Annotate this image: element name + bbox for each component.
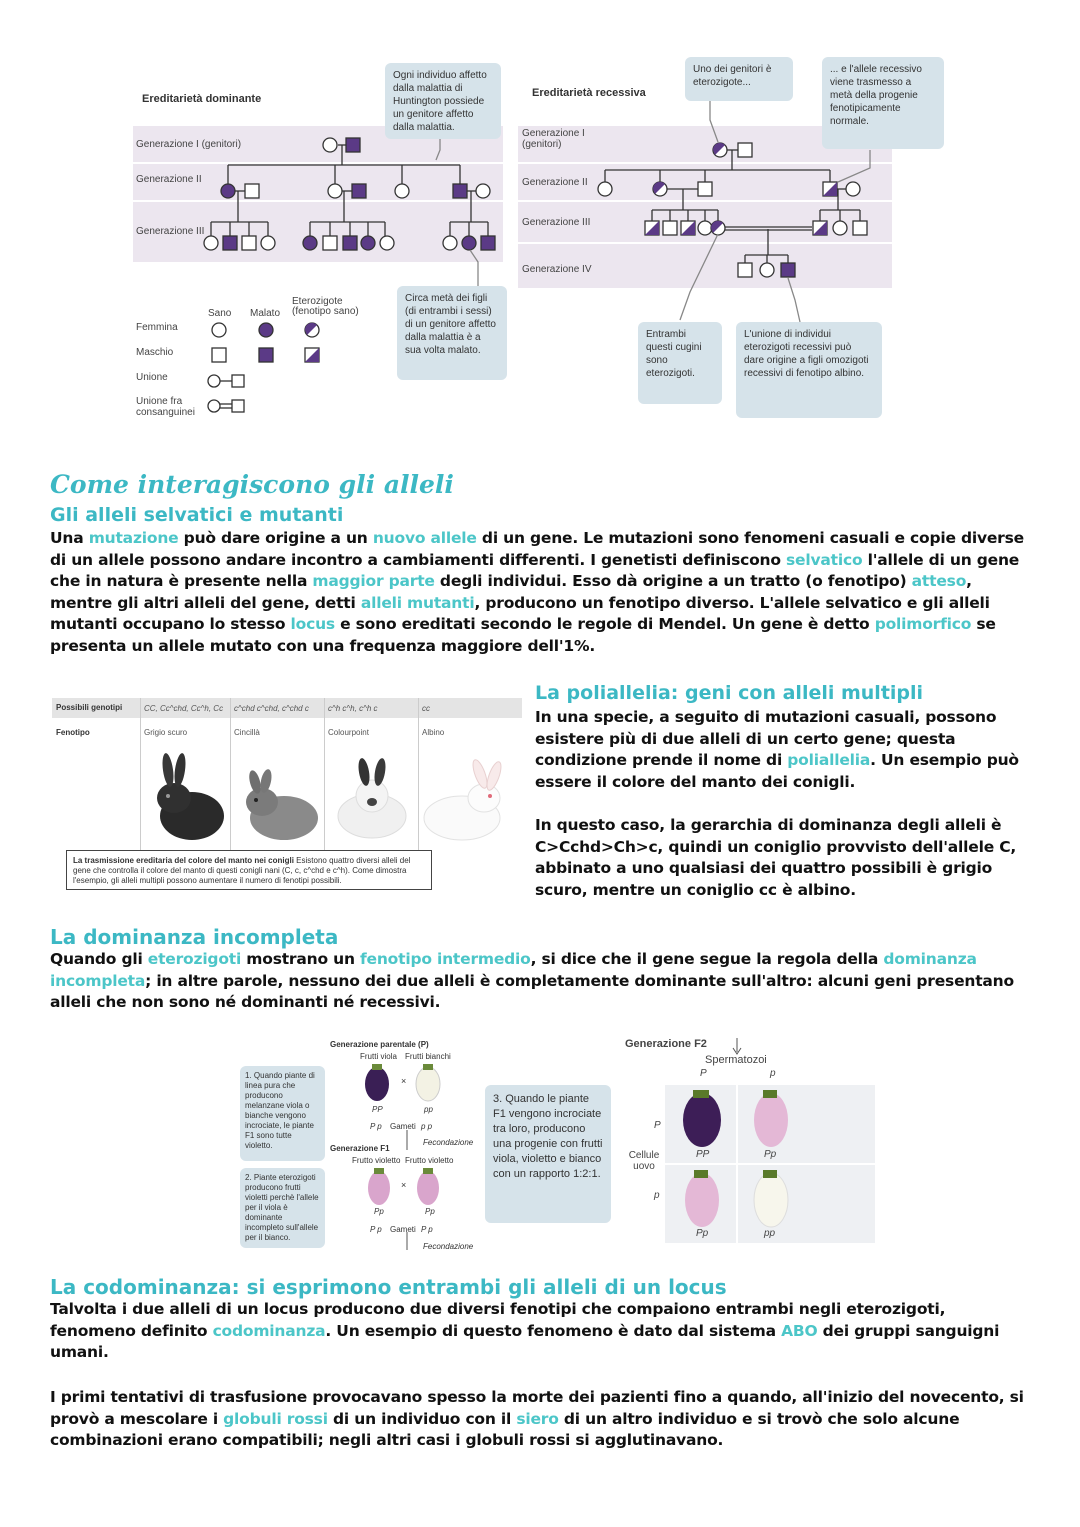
legend-femmina: Femmina bbox=[136, 322, 178, 333]
section4-title: La codominanza: si esprimono entrambi gli alleli di un locus bbox=[50, 1275, 727, 1299]
label-viola: Frutti viola bbox=[360, 1052, 397, 1061]
gen-parental: Generazione parentale (P) bbox=[330, 1040, 429, 1049]
section4-paragraph-1: Talvolta i due alleli di un locus producono due diversi fenotipi che compaiono entrambi negli eterozigoti, fenomeno definito codominanza. Un esempio di questo fenomeno è dato dal sistema ABO dei gruppi sanguigni umani. bbox=[50, 1300, 1000, 1362]
rec-gen4-label: Generazione IV bbox=[522, 264, 592, 275]
phenotype-3: Colourpoint bbox=[328, 728, 369, 737]
label-gameti: Gameti bbox=[390, 1122, 416, 1131]
callout-union: L'unione di individui eterozigoti recessivi può dare origine a figli omozigoti recessivi di fenotipo albino. bbox=[736, 322, 882, 418]
phenotype-4: Albino bbox=[422, 728, 445, 737]
label-pg1: P p bbox=[370, 1122, 382, 1131]
gen-f1: Generazione F1 bbox=[330, 1144, 390, 1153]
allele-left-P: P bbox=[654, 1120, 661, 1131]
genotype-2: c^chd c^chd, c^chd c bbox=[234, 704, 309, 713]
label-pp-parent: pp bbox=[424, 1105, 433, 1114]
section4-paragraph-2: I primi tentativi di trasfusione provocavano spesso la morte dei pazienti fino a quando, all'inizio del novecento, si provò a mescolare i globuli rossi di un individuo con il siero di un altro individuo e si trovò che solo alcune combinazioni erano compatibili; negli altri casi i globuli rossi si agglutinavano. bbox=[50, 1388, 1024, 1450]
legend-maschio: Maschio bbox=[136, 347, 174, 358]
genotype-4: cc bbox=[422, 704, 430, 713]
callout-half: Circa metà dei figli (di entrambi i sessi) di un genitore affetto dalla malattia è a sua volta malato. bbox=[397, 286, 507, 380]
label-pg3: Pp bbox=[374, 1207, 384, 1216]
rec-gen3-label: Generazione III bbox=[522, 217, 591, 228]
label-pg6: P p bbox=[421, 1225, 433, 1234]
genotype-PP: PP bbox=[696, 1149, 710, 1160]
label-PP-parent: PP bbox=[372, 1105, 383, 1114]
recessive-title: Ereditarietà recessiva bbox=[532, 87, 646, 99]
legend-eterozigote: Eterozigote (fenotipo sano) bbox=[292, 296, 359, 317]
rec-gen2-label: Generazione II bbox=[522, 177, 588, 188]
label-pg2: p p bbox=[421, 1122, 433, 1131]
rec-gen1-label: Generazione I (genitori) bbox=[522, 128, 585, 150]
callout-huntington: Ogni individuo affetto dalla malattia di Huntington possiede un genitore affetto dalla malattia. bbox=[385, 63, 501, 139]
section3-title: La dominanza incompleta bbox=[50, 925, 339, 949]
label-pg4: Pp bbox=[425, 1207, 435, 1216]
callout-cousins: Entrambi questi cugini sono eterozigoti. bbox=[638, 322, 722, 404]
callout-hetero: Uno dei genitori è eterozigote... bbox=[685, 57, 793, 101]
label-fecondazione-2: Fecondazione bbox=[423, 1242, 474, 1251]
section2-paragraph-2: In questo caso, la gerarchia di dominanza degli alleli è C>Cchd>Ch>c, quindi un coniglio provvisto dell'allele C, abbinato a uno qualsiasi dei quattro possibili è grigio scuro, mentre un coniglio cc è albino. bbox=[535, 816, 1017, 899]
gen1-label: Generazione I (genitori) bbox=[136, 139, 242, 150]
legend-unione-cons: Unione fra consanguinei bbox=[136, 396, 195, 418]
section2-paragraph-1: In una specie, a seguito di mutazioni casuali, possono esistere più di due alleli di un certo gene; questa condizione prende il nome di poliallelia. Un esempio può essere il colore del manto dei conigli. bbox=[535, 708, 1019, 791]
phenotype-2: Cincillà bbox=[234, 728, 260, 737]
section1-paragraph: Una mutazione può dare origine a un nuovo allele di un gene. Le mutazioni sono fenomeni casuali e copie diverse di un allele possono andare incontro a cambiamenti differenti. I genetisti definiscono selvatico l'allele di un gene che in natura è presente nella maggior parte degli individui. Esso dà origine a un tratto (o fenotipo) atteso, mentre gli altri alleli del gene, detti alleli mutanti, producono un fenotipo diverso. L'allele selvatico e gli alleli mutanti occupano lo stesso locus e sono ereditati secondo le regole di Mendel. Un gene è detto polimorfico se presenta un allele mutato con una frequenza maggiore dell'1%. bbox=[50, 529, 1024, 655]
genotype-Pp-1: Pp bbox=[764, 1149, 777, 1160]
legend-sano: Sano bbox=[208, 308, 232, 319]
legend-malato: Malato bbox=[250, 308, 281, 319]
section2-title: La poliallelia: geni con alleli multipli bbox=[535, 682, 924, 704]
gen3-label: Generazione III bbox=[136, 226, 205, 237]
genotype-pp: pp bbox=[764, 1228, 776, 1239]
eggplant-box-3: 3. Quando le piante F1 vengono incrociate tra loro, producono una progenie con frutti viola, violetto e bianco con un rapporto 1:2:1. bbox=[485, 1085, 611, 1223]
section3-paragraph: Quando gli eterozigoti mostrano un fenotipo intermedio, si dice che il gene segue la regola della dominanza incompleta; in altre parole, nessuno dei due alleli è completamente dominante sull'altro: alcuni geni presentano alleli che non sono né dominanti né recessivi. bbox=[50, 950, 1014, 1012]
rabbit-caption: La trasmissione ereditaria del colore del manto nei conigli Esistono quattro diversi alleli del gene che controlla il colore del manto di questi conigli nani (C, c, c^chd e c^h). Come dimostra l'esempio, gli alleli multipli possono aumentare il numero di fenotipi possibili. bbox=[66, 850, 432, 890]
label-gameti-2: Gameti bbox=[390, 1225, 416, 1234]
fenotipo-label: Fenotipo bbox=[56, 728, 90, 737]
genotypes-header: Possibili genotipi bbox=[56, 703, 123, 712]
label-spermatozoi: Spermatozoi bbox=[705, 1054, 767, 1066]
allele-top-p: p bbox=[770, 1068, 776, 1079]
gen2-label: Generazione II bbox=[136, 174, 202, 185]
allele-top-P: P bbox=[700, 1068, 707, 1079]
dominant-title: Ereditarietà dominante bbox=[142, 93, 262, 105]
svg-text:×: × bbox=[401, 1180, 407, 1190]
legend-unione: Unione bbox=[136, 372, 168, 383]
label-cellule-uovo: Cellule uovo bbox=[628, 1150, 660, 1172]
genotype-Pp-2: Pp bbox=[696, 1228, 709, 1239]
label-violetto-2: Frutto violetto bbox=[405, 1156, 454, 1165]
eggplant-box-1: 1. Quando piante di linea pura che producono melanzane viola o bianche vengono incrociate, le piante F1 sono tutte violetto. bbox=[240, 1066, 325, 1161]
eggplant-box-2: 2. Piante eterozigoti producono frutti violetti perchè l'allele per il viola è dominante incompleto sull'allele per il bianco. bbox=[240, 1168, 325, 1248]
phenotype-1: Grigio scuro bbox=[144, 728, 188, 737]
label-fecondazione: Fecondazione bbox=[423, 1138, 474, 1147]
callout-recessive: ... e l'allele recessivo viene trasmesso a metà della progenie fenotipicamente normale. bbox=[822, 57, 944, 149]
genotype-3: c^h c^h, c^h c bbox=[328, 704, 378, 713]
allele-left-p: p bbox=[654, 1190, 660, 1201]
gen-f2: Generazione F2 bbox=[625, 1038, 707, 1050]
label-pg5: P p bbox=[370, 1225, 382, 1234]
svg-text:×: × bbox=[401, 1076, 407, 1086]
section1-title: Come interagiscono gli alleli bbox=[50, 470, 454, 499]
label-bianchi: Frutti bianchi bbox=[405, 1052, 451, 1061]
label-violetto-1: Frutto violetto bbox=[352, 1156, 401, 1165]
genotype-1: CC, Cc^chd, Cc^h, Cc bbox=[144, 704, 224, 713]
section1-subtitle: Gli alleli selvatici e mutanti bbox=[50, 504, 344, 526]
